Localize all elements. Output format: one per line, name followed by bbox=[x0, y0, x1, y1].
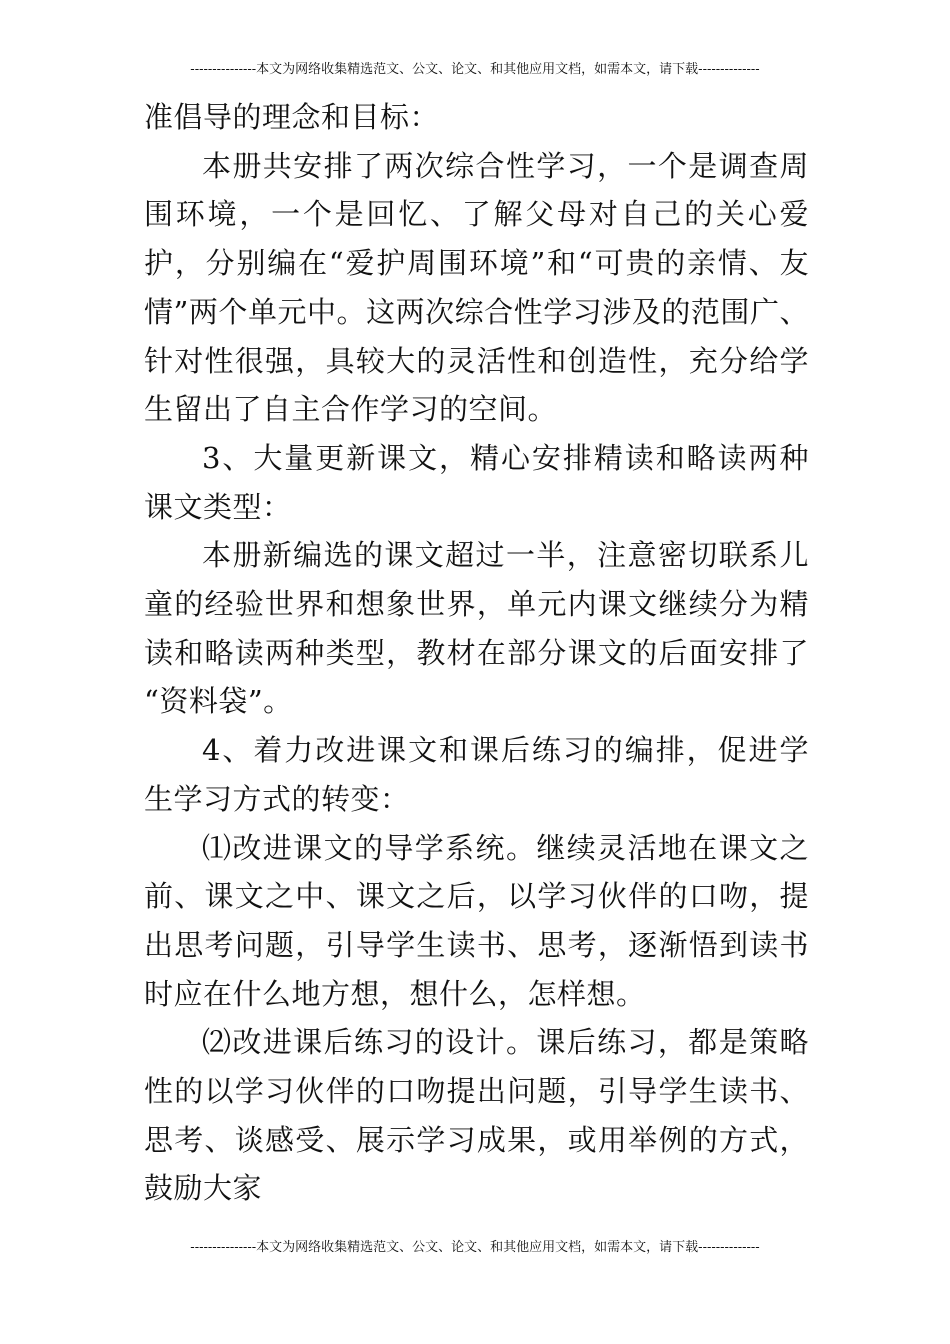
paragraph-heading-4: 4、着力改进课文和课后练习的编排，促进学生学习方式的转变： bbox=[144, 733, 809, 816]
paragraph-item-1: ⑴改进课文的导学系统。继续灵活地在课文之前、课文之中、课文之后，以学习伙伴的口吻，提出思考问题，引导学生读书、思考，逐渐悟到读书时应在什么地方想，想什么，怎样想。 bbox=[144, 830, 809, 1011]
page-footer: ---------------本文为网络收集精选范文、公文、论文、和其他应用文档，如需本文，请下载-------------- bbox=[190, 1240, 760, 1255]
document-body bbox=[144, 93, 809, 1213]
paragraph-continuation: 准倡导的理念和目标： bbox=[144, 100, 440, 134]
paragraph-heading-3: 3、大量更新课文，精心安排精读和略读两种课文类型： bbox=[144, 440, 809, 524]
paragraph-new-texts: 本册新编选的课文超过一半，注意密切联系儿童的经验世界和想象世界，单元内课文继续分为精读和略读两种类型，教材在部分课文的后面安排了 “资料袋”。 bbox=[144, 538, 809, 719]
page-header: ---------------本文为网络收集精选范文、公文、论文、和其他应用文档，如需本文，请下载-------------- bbox=[190, 62, 760, 77]
paragraph-item-2: ⑵改进课后练习的设计。课后练习，都是策略性的以学习伙伴的口吻提出问题，引导学生读书、思考、谈感受、展示学习成果，或用举例的方式，鼓励大家 bbox=[144, 1025, 809, 1206]
paragraph-integrated-learning: 本册共安排了两次综合性学习，一个是调查周围环境，一个是回忆、了解父母对自己的关心爱护，分别编在“爱护周围环境”和“可贵的亲情、友情”两个单元中。这两次综合性学习涉及的范围广、针对性很强，具较大的灵活性和创造性，充分给学生留出了自主合作学习的空间。 bbox=[144, 148, 809, 427]
